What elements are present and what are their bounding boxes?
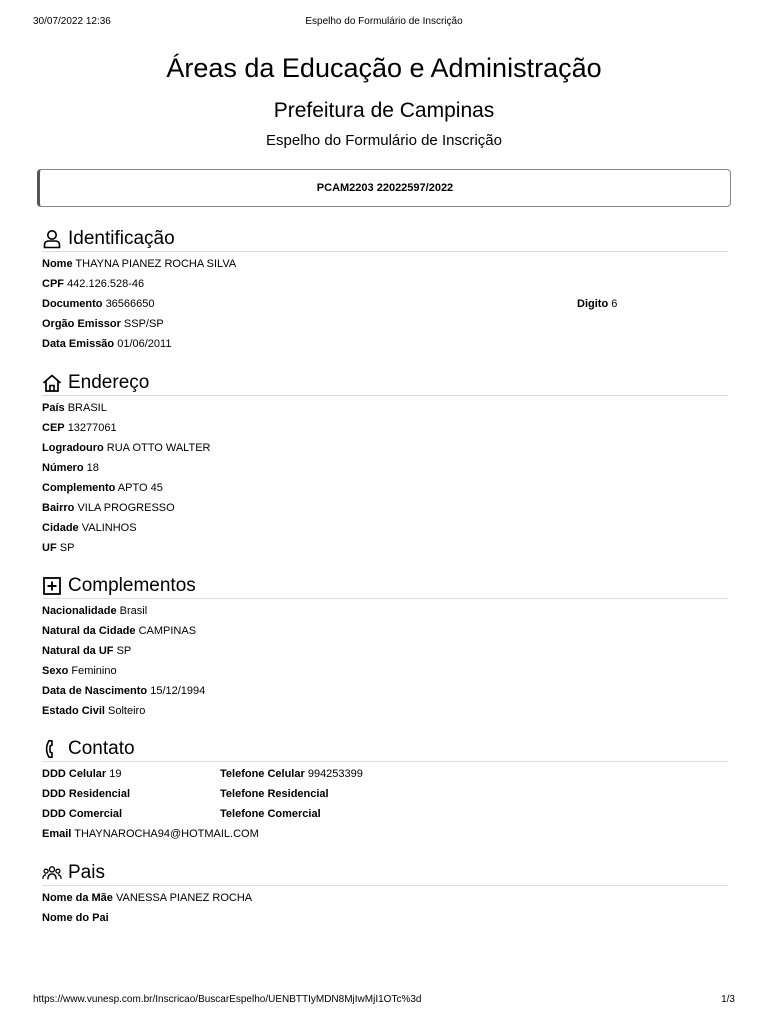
field-label: DDD Celular	[42, 768, 107, 780]
section-identificacao	[42, 227, 728, 354]
phone-handset-icon	[42, 739, 62, 759]
people-group-icon	[42, 863, 62, 883]
field-value: Feminino	[71, 665, 117, 677]
field-label: Natural da UF	[42, 645, 114, 657]
field-label: Telefone Residencial	[220, 788, 329, 800]
print-footer	[33, 994, 735, 1008]
field-orgao-emissor	[42, 314, 728, 334]
section-title: Contato	[68, 738, 135, 759]
section-header	[42, 227, 728, 252]
field-label: Logradouro	[42, 442, 104, 454]
field-value: APTO 45	[117, 482, 163, 494]
field-natural-uf	[42, 641, 728, 661]
print-page-title: Espelho do Formulário de Inscrição	[305, 16, 463, 27]
field-nome	[42, 254, 728, 274]
section-title: Identificação	[68, 228, 175, 249]
field-value: VILA PROGRESSO	[77, 502, 175, 514]
home-icon	[42, 373, 62, 393]
field-label: Digito	[577, 298, 609, 310]
field-value: 442.126.528-46	[67, 278, 145, 290]
field-label: Estado Civil	[42, 705, 105, 717]
field-label: Documento	[42, 298, 103, 310]
field-label: Sexo	[42, 665, 69, 677]
field-value: 15/12/1994	[150, 685, 206, 697]
section-header	[42, 574, 728, 599]
field-nome-pai	[42, 908, 728, 928]
field-value: 994253399	[307, 768, 363, 780]
section-title: Pais	[68, 862, 105, 883]
field-value: SSP/SP	[123, 318, 164, 330]
section-pais	[42, 861, 728, 928]
field-value: 36566650	[105, 298, 155, 310]
field-numero	[42, 458, 728, 478]
field-label: Natural da Cidade	[42, 625, 136, 637]
page-url: https://www.vunesp.com.br/Inscricao/BuscarEspelho/UENBTTIyMDN8MjIwMjI1OTc%3d	[33, 994, 422, 1005]
section-header	[42, 737, 728, 762]
field-data-emissao	[42, 334, 728, 354]
field-logradouro	[42, 438, 728, 458]
field-cpf	[42, 274, 728, 294]
field-value: SP	[59, 542, 75, 554]
field-complemento	[42, 478, 728, 498]
field-natural-cidade	[42, 621, 728, 641]
plus-square-icon	[42, 576, 62, 596]
field-label: Complemento	[42, 482, 116, 494]
field-uf	[42, 538, 728, 558]
field-label: Telefone Celular	[220, 768, 305, 780]
registration-code-box	[37, 169, 731, 207]
field-bairro	[42, 498, 728, 518]
field-value: BRASIL	[67, 402, 107, 414]
field-cidade	[42, 518, 728, 538]
field-value: THAYNAROCHA94@HOTMAIL.COM	[74, 828, 259, 840]
registration-code: PCAM2203 22022597/2022	[316, 182, 454, 194]
field-telefone-comercial	[220, 804, 321, 824]
field-label: CPF	[42, 278, 64, 290]
field-label: Nome do Pai	[42, 912, 109, 924]
field-ddd-comercial	[42, 804, 728, 824]
section-endereco	[42, 371, 728, 558]
field-label: Telefone Comercial	[220, 808, 321, 820]
field-telefone-residencial	[220, 784, 329, 804]
field-ddd-celular	[42, 764, 728, 784]
field-value: 18	[86, 462, 99, 474]
field-cep	[42, 418, 728, 438]
field-label: Data Emissão	[42, 338, 115, 350]
organization-title: Prefeitura de Campinas	[273, 99, 495, 122]
field-value: THAYNA PIANEZ ROCHA SILVA	[75, 258, 237, 270]
section-header	[42, 861, 728, 886]
field-value: Solteiro	[108, 705, 146, 717]
field-value: RUA OTTO WALTER	[106, 442, 211, 454]
field-label: Nacionalidade	[42, 605, 117, 617]
field-label: Data de Nascimento	[42, 685, 148, 697]
section-header	[42, 371, 728, 396]
form-title: Espelho do Formulário de Inscrição	[266, 132, 502, 149]
field-label: País	[42, 402, 65, 414]
field-value: 13277061	[67, 422, 117, 434]
field-label: Orgão Emissor	[42, 318, 121, 330]
print-datetime: 30/07/2022 12:36	[33, 16, 111, 27]
field-sexo	[42, 661, 728, 681]
field-label: UF	[42, 542, 57, 554]
field-estado-civil	[42, 701, 728, 721]
field-label: DDD Residencial	[42, 788, 131, 800]
field-pais	[42, 398, 728, 418]
section-complementos	[42, 574, 728, 721]
field-data-nascimento	[42, 681, 728, 701]
field-value: SP	[116, 645, 132, 657]
field-telefone-celular	[220, 764, 363, 784]
field-email	[42, 824, 728, 844]
section-contato	[42, 737, 728, 844]
field-label: Nome	[42, 258, 73, 270]
field-nacionalidade	[42, 601, 728, 621]
field-value: Brasil	[119, 605, 148, 617]
field-nome-mae	[42, 888, 728, 908]
section-title: Complementos	[68, 575, 196, 596]
field-label: Número	[42, 462, 84, 474]
field-label: Email	[42, 828, 72, 840]
field-label: CEP	[42, 422, 65, 434]
field-value: 19	[109, 768, 122, 780]
person-icon	[42, 229, 62, 249]
field-ddd-residencial	[42, 784, 728, 804]
field-label: Bairro	[42, 502, 75, 514]
print-header	[33, 16, 735, 30]
field-documento	[42, 294, 728, 314]
field-value: VANESSA PIANEZ ROCHA	[115, 892, 253, 904]
field-digito	[577, 294, 617, 314]
field-value: CAMPINAS	[138, 625, 197, 637]
field-label: Nome da Mãe	[42, 892, 113, 904]
field-value: VALINHOS	[81, 522, 137, 534]
field-value: 01/06/2011	[117, 338, 172, 350]
section-title: Endereço	[68, 372, 150, 393]
field-label: DDD Comercial	[42, 808, 123, 820]
page-number: 1/3	[721, 994, 735, 1005]
field-label: Cidade	[42, 522, 79, 534]
page-title: Áreas da Educação e Administração	[166, 53, 602, 83]
field-value: 6	[611, 298, 618, 310]
